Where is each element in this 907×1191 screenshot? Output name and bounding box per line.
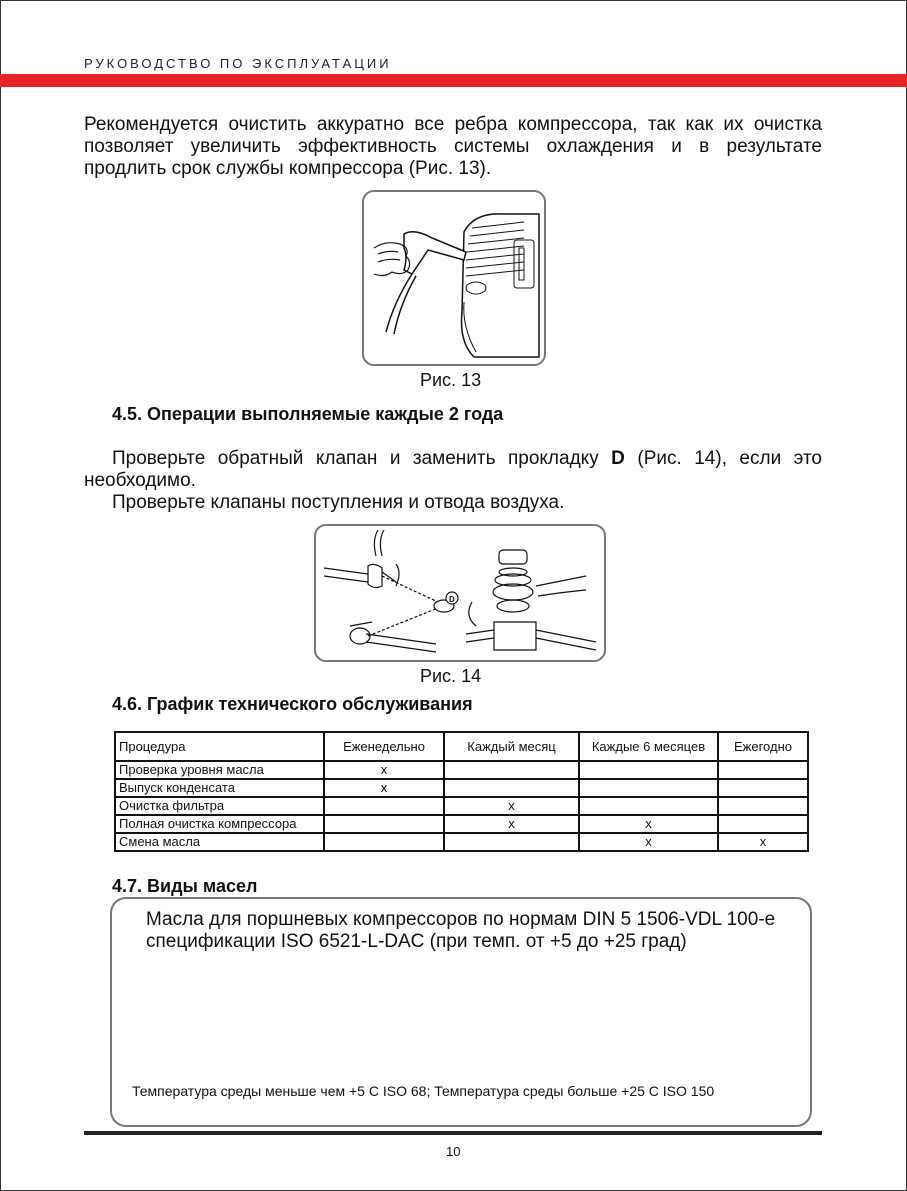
- oil-specification-text: Масла для поршневых компрессоров по нормам DIN 5 1506-VDL 100-е спецификации ISO 6521-L-DAC (при темп. от +5 до +25 град): [146, 909, 776, 952]
- header-red-bar: [0, 74, 907, 87]
- table-row: [115, 761, 808, 779]
- section-4-5-paragraph-2: Проверьте клапаны поступления и отвода воздуха.: [112, 492, 565, 513]
- table-cell: [579, 761, 718, 779]
- column-header: Каждые 6 месяцев: [579, 732, 718, 761]
- table-cell: x: [444, 815, 579, 833]
- column-header: Еженедельно: [324, 732, 444, 761]
- table-cell: [579, 779, 718, 797]
- table-cell: [324, 833, 444, 851]
- figure-14-check-valve: [314, 524, 606, 662]
- paragraph-text: (Рис. 14), если это необходимо.: [84, 448, 822, 491]
- table-cell: Смена масла: [115, 833, 324, 851]
- compressor-cleaning-illustration: [364, 192, 544, 364]
- figure-13-caption: Рис. 13: [420, 370, 482, 390]
- column-header: Ежегодно: [718, 732, 808, 761]
- table-cell: [718, 779, 808, 797]
- table-cell: x: [718, 833, 808, 851]
- table-row: [115, 797, 808, 815]
- table-cell: Проверка уровня масла: [115, 761, 324, 779]
- section-4-5-title: 4.5. Операции выполняемые каждые 2 года: [112, 404, 504, 424]
- table-cell: [324, 797, 444, 815]
- maintenance-schedule-table: [114, 731, 809, 852]
- column-header: Процедура: [115, 732, 324, 761]
- table-cell: [444, 779, 579, 797]
- table-cell: x: [579, 815, 718, 833]
- figure-14-caption: Рис. 14: [420, 666, 482, 686]
- check-valve-illustration: [316, 526, 604, 660]
- table-row: [115, 815, 808, 833]
- table-cell: [718, 815, 808, 833]
- table-cell: Полная очистка компрессора: [115, 815, 324, 833]
- figure-13-compressor-cleaning: [362, 190, 546, 366]
- gasket-d-marker: D: [449, 595, 455, 604]
- intro-paragraph: Рекомендуется очистить аккуратно все ребра компрессора, так как их очистка позволяет увеличить эффективность системы охлаждения и в результате продлить срок службы компрессора (Рис. 13).: [84, 114, 822, 179]
- table-cell: x: [579, 833, 718, 851]
- table-cell: [324, 815, 444, 833]
- oil-types-box: [110, 897, 812, 1127]
- table-cell: [718, 761, 808, 779]
- table-cell: [579, 797, 718, 815]
- section-4-6-title: 4.6. График технического обслуживания: [112, 694, 473, 714]
- section-4-7-title: 4.7. Виды масел: [112, 876, 258, 896]
- table-cell: [718, 797, 808, 815]
- paragraph-text: Проверьте обратный клапан и заменить прокладку: [112, 448, 612, 469]
- oil-temperature-note: Температура среды меньше чем +5 С ISO 68; Температура среды больше +25 С ISO 150: [132, 1083, 715, 1099]
- table-cell: [444, 761, 579, 779]
- column-header: Каждый месяц: [444, 732, 579, 761]
- footer-rule: [84, 1131, 822, 1135]
- table-cell: Очистка фильтра: [115, 797, 324, 815]
- page-header: РУКОВОДСТВО ПО ЭКСПЛУАТАЦИИ: [84, 56, 392, 71]
- table-row: [115, 833, 808, 851]
- table-cell: [444, 833, 579, 851]
- page-number: 10: [446, 1144, 461, 1159]
- gasket-label-d: D: [611, 448, 625, 469]
- table-row: [115, 779, 808, 797]
- table-cell: x: [324, 761, 444, 779]
- table-header-row: [115, 732, 808, 761]
- table-cell: x: [444, 797, 579, 815]
- table-cell: x: [324, 779, 444, 797]
- section-4-5-paragraph-1: [84, 448, 822, 492]
- table-cell: Выпуск конденсата: [115, 779, 324, 797]
